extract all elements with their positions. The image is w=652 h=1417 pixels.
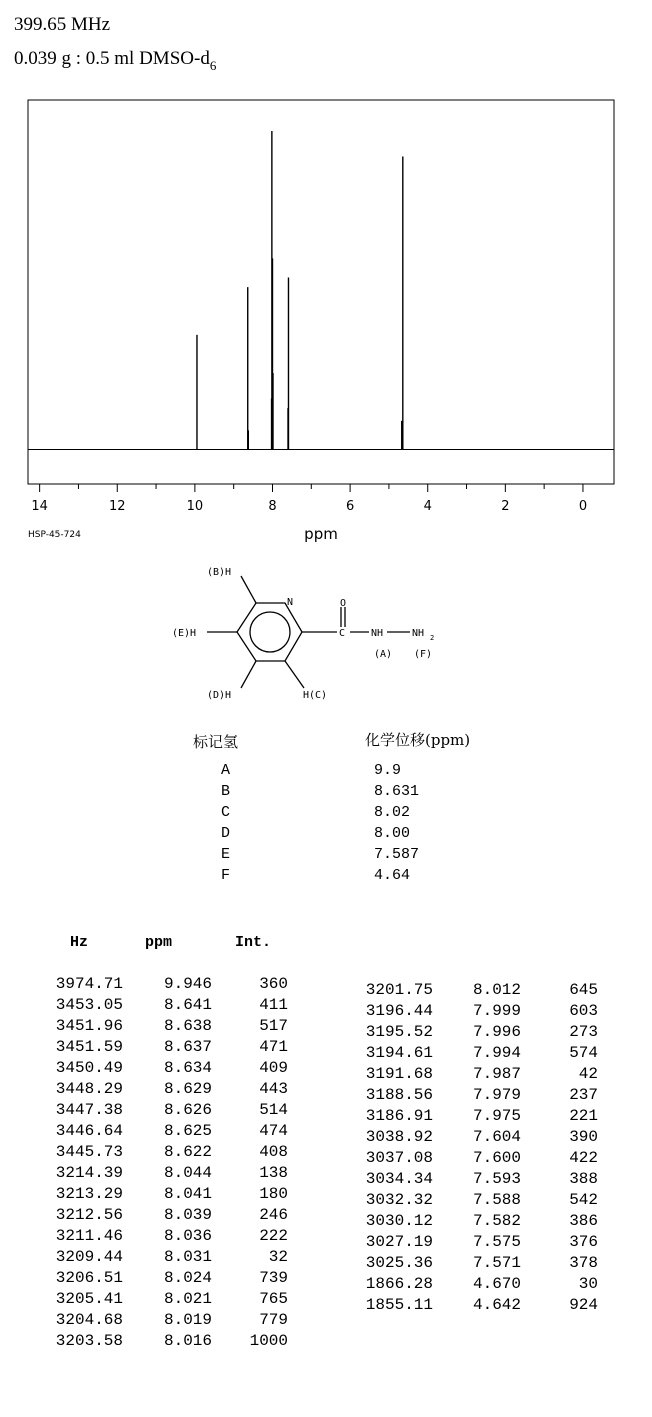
peak-hz: 3191.68 [365, 1065, 433, 1083]
x-tick-label: 2 [501, 499, 510, 514]
peak-int: 517 [259, 1017, 288, 1035]
peak-table-row [330, 1232, 650, 1253]
sample-text: 0.039 g : 0.5 ml DMSO-d [14, 48, 210, 69]
peak-hz: 1866.28 [365, 1275, 433, 1293]
peak-hz: 3445.73 [55, 1143, 123, 1161]
peak-table-row [0, 1310, 320, 1331]
assignment-label: A [221, 762, 231, 779]
peak-table-row [330, 1148, 650, 1169]
assign-header-label: 标记氢 [193, 733, 239, 751]
peak-ppm: 4.670 [472, 1275, 521, 1293]
peak-hz: 3025.36 [365, 1254, 433, 1272]
peak-ppm: 8.622 [163, 1143, 212, 1161]
peak-ppm: 7.987 [472, 1065, 521, 1083]
x-tick-label: 10 [186, 499, 204, 514]
peak-table-row [330, 1127, 650, 1148]
peak-ppm: 7.593 [472, 1170, 521, 1188]
peak-ppm: 8.044 [163, 1164, 212, 1182]
peak-ppm: 8.036 [163, 1227, 212, 1245]
assignment-row [0, 823, 652, 844]
peak-table-row [330, 1169, 650, 1190]
assignment-label: E [221, 846, 231, 863]
peak-table-row [330, 1001, 650, 1022]
peak-hz: 3201.75 [365, 981, 433, 999]
peak-ppm: 8.638 [163, 1017, 212, 1035]
peak-table-row [330, 1253, 650, 1274]
peak-hz: 3196.44 [365, 1002, 433, 1020]
peak-ppm: 8.625 [163, 1122, 212, 1140]
peak-table-row [0, 1121, 320, 1142]
label-e: (E)H [172, 628, 197, 639]
assignment-label: C [221, 804, 231, 821]
peak-table-row [330, 1022, 650, 1043]
label-c: H(C) [303, 690, 328, 701]
assignment-row [0, 865, 652, 886]
peak-ppm: 8.629 [163, 1080, 212, 1098]
peak-table-row [330, 1295, 650, 1316]
peak-hz: 3211.46 [55, 1227, 123, 1245]
peak-table-row [0, 1142, 320, 1163]
peak-int: 378 [569, 1254, 598, 1272]
label-n: N [287, 597, 294, 608]
peak-int: 386 [569, 1212, 598, 1230]
peak-ppm: 9.946 [163, 975, 212, 993]
assignment-row [0, 844, 652, 865]
spectrum-code: HSP-45-724 [28, 530, 81, 540]
peak-hz: 3450.49 [55, 1059, 123, 1077]
peak-hz: 3203.58 [55, 1332, 123, 1350]
peak-int: 388 [569, 1170, 598, 1188]
peak-hz: 3214.39 [55, 1164, 123, 1182]
peak-table-row [0, 1058, 320, 1079]
peak-hz: 1855.11 [365, 1296, 433, 1314]
peak-ppm: 7.975 [472, 1107, 521, 1125]
label-nh: NH [371, 628, 384, 639]
assignment-label: D [221, 825, 231, 842]
peak-ppm: 7.979 [472, 1086, 521, 1104]
peak-ppm: 7.604 [472, 1128, 521, 1146]
assign-header-shift: 化学位移(ppm) [365, 731, 471, 749]
peak-hz: 3038.92 [365, 1128, 433, 1146]
sample-subscript: 6 [209, 58, 217, 73]
peak-int: 924 [569, 1296, 598, 1314]
peak-ppm: 7.571 [472, 1254, 521, 1272]
peak-hz: 3186.91 [365, 1107, 433, 1125]
peak-int: 542 [569, 1191, 598, 1209]
peak-hz: 3034.34 [365, 1170, 433, 1188]
peak-int: 779 [259, 1311, 288, 1329]
peak-int: 408 [259, 1143, 288, 1161]
assignment-row [0, 760, 652, 781]
peak-header-hz: Hz [70, 934, 89, 951]
peak-hz: 3448.29 [55, 1080, 123, 1098]
peak-ppm: 4.642 [472, 1296, 521, 1314]
peak-hz: 3446.64 [55, 1122, 123, 1140]
assignment-shift: 8.00 [374, 825, 411, 842]
label-nh2: NH [412, 628, 425, 639]
peak-hz: 3032.32 [365, 1191, 433, 1209]
x-tick-label: 4 [423, 499, 432, 514]
peak-table-row [330, 1064, 650, 1085]
peak-hz: 3027.19 [365, 1233, 433, 1251]
peak-ppm: 8.634 [163, 1059, 212, 1077]
peak-int: 42 [578, 1065, 598, 1083]
peak-ppm: 8.019 [163, 1311, 212, 1329]
peak-table-row [0, 1289, 320, 1310]
aromatic-circle [250, 612, 290, 652]
peak-int: 474 [259, 1122, 288, 1140]
peak-table-row [330, 1190, 650, 1211]
frequency-label: 399.65 MHz [14, 14, 111, 35]
peak-hz: 3212.56 [55, 1206, 123, 1224]
peak-int: 222 [259, 1227, 288, 1245]
peak-int: 411 [259, 996, 288, 1014]
assignment-shift: 4.64 [374, 867, 411, 884]
assignment-shift: 9.9 [374, 762, 402, 779]
peak-table-row [0, 1331, 320, 1352]
peak-ppm: 7.999 [472, 1002, 521, 1020]
peak-table-row [330, 1085, 650, 1106]
peak-table-row [0, 1247, 320, 1268]
peak-ppm: 8.016 [163, 1332, 212, 1350]
peak-hz: 3204.68 [55, 1311, 123, 1329]
assignment-row [0, 802, 652, 823]
peak-hz: 3205.41 [55, 1290, 123, 1308]
peak-hz: 3453.05 [55, 996, 123, 1014]
peak-ppm: 8.012 [472, 981, 521, 999]
peak-ppm: 7.575 [472, 1233, 521, 1251]
assignment-row [0, 781, 652, 802]
peak-int: 32 [268, 1248, 288, 1266]
peak-table-row [0, 1205, 320, 1226]
peak-int: 221 [569, 1107, 598, 1125]
peak-hz: 3030.12 [365, 1212, 433, 1230]
peak-ppm: 8.024 [163, 1269, 212, 1287]
peak-table-row [0, 1079, 320, 1100]
peak-int: 739 [259, 1269, 288, 1287]
label-d: (D)H [207, 690, 232, 701]
peak-int: 603 [569, 1002, 598, 1020]
peak-int: 246 [259, 1206, 288, 1224]
label-c-atom: C [339, 628, 346, 639]
peak-int: 574 [569, 1044, 598, 1062]
peak-table-row [0, 1100, 320, 1121]
peak-table-row [330, 1043, 650, 1064]
bond-d [241, 661, 256, 688]
peak-int: 376 [569, 1233, 598, 1251]
label-b: (B)H [207, 567, 232, 578]
peak-int: 138 [259, 1164, 288, 1182]
label-a: (A) [374, 649, 393, 660]
peak-int: 30 [578, 1275, 598, 1293]
peak-hz: 3213.29 [55, 1185, 123, 1203]
x-tick-label: 0 [578, 499, 588, 514]
peak-int: 409 [259, 1059, 288, 1077]
peak-table-row [0, 1184, 320, 1205]
peak-hz: 3451.96 [55, 1017, 123, 1035]
label-o: O [340, 598, 347, 609]
peak-ppm: 8.626 [163, 1101, 212, 1119]
peak-table-row [0, 1226, 320, 1247]
peak-ppm: 8.021 [163, 1290, 212, 1308]
x-tick-label: 8 [268, 499, 277, 514]
label-nh2-sub: 2 [430, 634, 435, 642]
peak-table-row [0, 1037, 320, 1058]
peak-table-row [330, 1274, 650, 1295]
label-f: (F) [414, 649, 433, 660]
peak-int: 273 [569, 1023, 598, 1041]
peak-hz: 3195.52 [365, 1023, 433, 1041]
peak-table-row [330, 1211, 650, 1232]
peak-table-row [0, 995, 320, 1016]
peak-table-row [0, 1016, 320, 1037]
assignment-shift: 7.587 [374, 846, 420, 863]
assignment-label: F [221, 867, 231, 884]
peak-ppm: 8.031 [163, 1248, 212, 1266]
x-tick-label: 12 [108, 499, 126, 514]
peak-int: 180 [259, 1185, 288, 1203]
peak-ppm: 8.641 [163, 996, 212, 1014]
peak-int: 422 [569, 1149, 598, 1167]
peak-ppm: 8.637 [163, 1038, 212, 1056]
peak-hz: 3037.08 [365, 1149, 433, 1167]
peak-ppm: 7.600 [472, 1149, 521, 1167]
peak-int: 514 [259, 1101, 288, 1119]
x-tick-label: 14 [31, 499, 48, 514]
peak-hz: 3206.51 [55, 1269, 123, 1287]
peak-hz: 3447.38 [55, 1101, 123, 1119]
peak-int: 443 [259, 1080, 288, 1098]
peak-ppm: 7.582 [472, 1212, 521, 1230]
peak-hz: 3194.61 [365, 1044, 433, 1062]
peak-int: 360 [259, 975, 288, 993]
peak-int: 471 [259, 1038, 288, 1056]
assignment-shift: 8.02 [374, 804, 411, 821]
x-axis-label: ppm [304, 525, 338, 543]
peak-header-ppm: ppm [145, 934, 173, 951]
peak-table-row [0, 1268, 320, 1289]
peak-int: 1000 [249, 1332, 288, 1350]
peak-ppm: 7.994 [472, 1044, 521, 1062]
peak-ppm: 7.588 [472, 1191, 521, 1209]
x-tick-label: 6 [345, 499, 355, 514]
peak-table-row [0, 974, 320, 995]
peak-header-int: Int. [235, 934, 272, 951]
peak-hz: 3209.44 [55, 1248, 123, 1266]
peak-int: 390 [569, 1128, 598, 1146]
bond-c [285, 661, 304, 688]
peak-table-row [330, 980, 650, 1001]
peak-hz: 3451.59 [55, 1038, 123, 1056]
peak-ppm: 8.041 [163, 1185, 212, 1203]
assignment-label: B [221, 783, 231, 800]
peak-int: 237 [569, 1086, 598, 1104]
peak-table-row [330, 1106, 650, 1127]
peak-hz: 3974.71 [55, 975, 123, 993]
bond-b [241, 576, 256, 603]
peak-ppm: 7.996 [472, 1023, 521, 1041]
peak-table-row [0, 1163, 320, 1184]
peak-ppm: 8.039 [163, 1206, 212, 1224]
peak-int: 765 [259, 1290, 288, 1308]
peak-hz: 3188.56 [365, 1086, 433, 1104]
assignment-shift: 8.631 [374, 783, 420, 800]
peak-int: 645 [569, 981, 598, 999]
